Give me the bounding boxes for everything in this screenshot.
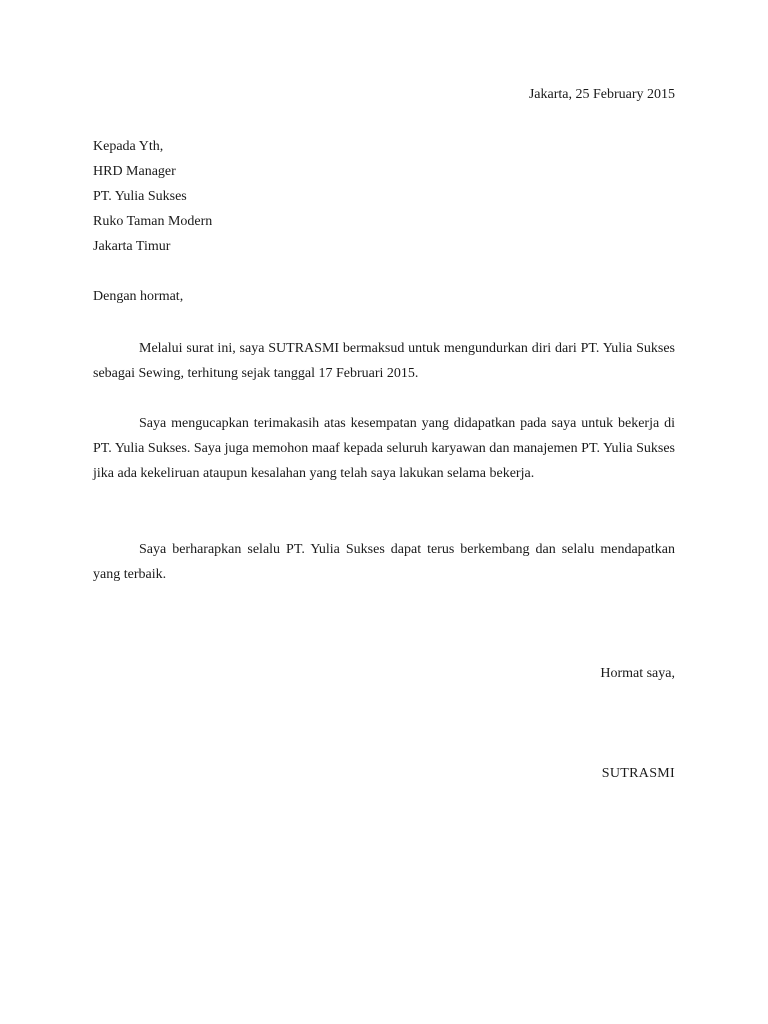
body-paragraph: Saya mengucapkan terimakasih atas kesempatan yang didapatkan pada saya untuk bekerja di PT. Yulia Sukses. Saya juga memohon maaf kepada seluruh karyawan dan manajemen PT. Yulia Sukses jika ada kekeliruan ataupun kesalahan yang telah saya lakukan selama bekerja. bbox=[93, 416, 675, 481]
body-paragraph: Saya berharapkan selalu PT. Yulia Sukses dapat terus berkembang dan selalu mendapatkan yang terbaik. bbox=[93, 542, 675, 582]
body-paragraph: Melalui surat ini, saya SUTRASMI bermaksud untuk mengundurkan diri dari PT. Yulia Sukses sebagai Sewing, terhitung sejak tanggal 17 Februari 2015. bbox=[93, 341, 675, 381]
recipient-line-company: PT. Yulia Sukses bbox=[93, 189, 187, 204]
letter-date: Jakarta, 25 February 2015 bbox=[528, 87, 675, 102]
recipient-block bbox=[93, 137, 212, 262]
recipient-line-address: Ruko Taman Modern bbox=[93, 214, 213, 229]
recipient-line-position: HRD Manager bbox=[93, 164, 176, 179]
signature-name: SUTRASMI bbox=[601, 766, 675, 781]
greeting: Dengan hormat, bbox=[93, 289, 184, 304]
recipient-line-salutation: Kepada Yth, bbox=[93, 139, 164, 154]
closing: Hormat saya, bbox=[600, 666, 675, 681]
recipient-line-city: Jakarta Timur bbox=[93, 239, 171, 254]
